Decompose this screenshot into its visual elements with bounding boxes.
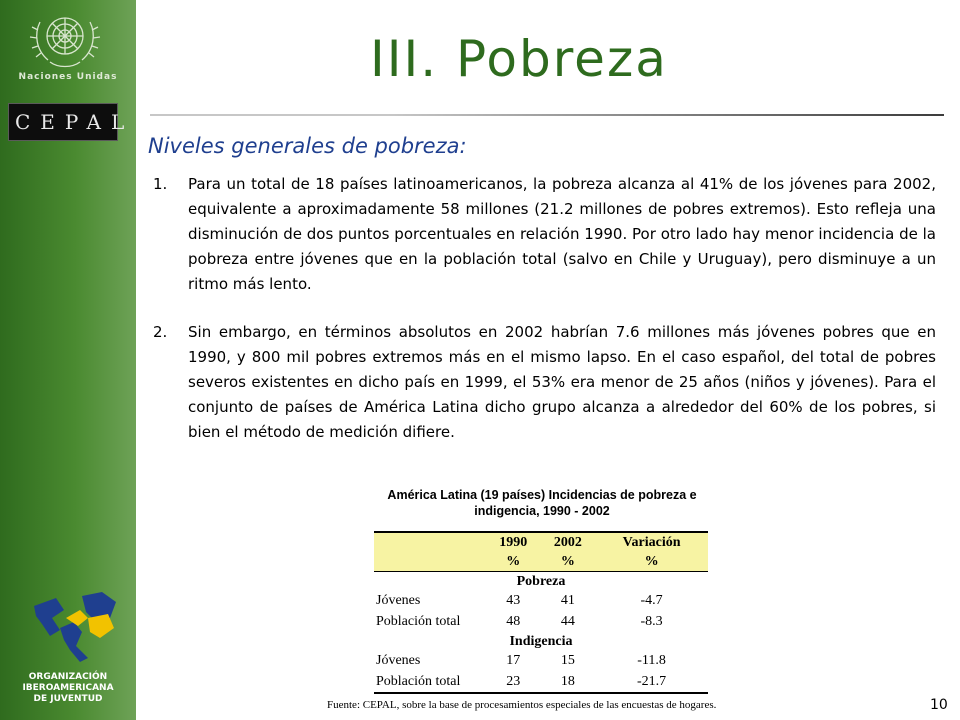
row-label: Población total [376,613,461,629]
table-source-note: Fuente: CEPAL, sobre la base de procesamientos especiales de las encuestas de hogares. [327,699,717,711]
list-item [153,320,936,445]
row-label: Jóvenes [376,653,421,668]
cepal-logo: CEPAL [8,103,118,141]
page-number: 10 [930,697,948,713]
un-emblem-icon [26,4,104,72]
slide-subtitle: Niveles generales de pobreza: [148,134,467,158]
table-header-empty [374,532,486,552]
cell-2002: 15 [560,653,575,668]
list-item-number: 1. [153,175,168,193]
table-header-empty [374,552,486,572]
cell-2002: 44 [560,613,575,629]
cell-variacion: -11.8 [637,653,666,668]
numbered-list [153,172,936,468]
un-label: Naciones Unidas [18,72,118,82]
cell-1990: 43 [506,593,521,608]
section-label-indigencia: Indigencia [509,634,573,649]
cell-2002: 18 [541,672,596,694]
table-header-unit: % [595,552,708,572]
table-section-row [374,572,708,592]
list-item [153,172,936,297]
row-label: Población total [374,672,486,694]
cell-1990: 17 [506,653,521,668]
list-item-text: Para un total de 18 países latinoamericanos, la pobreza alcanza al 41% de los jóvenes para 2002, equivalente a aproximadamente 58 millones (21.2 millones de pobres extremos). Esto refleja una disminución de dos puntos porcentuales en relación 1990. Por otro lado hay menor incidencia de la pobreza entre jóvenes que en la población total (salvo en Chile y Uruguay), pero disminuye a un ritmo más lento. [188,175,936,293]
table-header-2002: 2002 [541,532,596,552]
table-row [374,651,708,672]
cell-variacion: -4.7 [640,593,663,608]
table-header-1990: 1990 [486,532,541,552]
cell-1990: 48 [506,613,521,629]
row-label: Jóvenes [376,593,421,608]
table-row [374,672,708,694]
table-row [374,612,708,633]
table-section-row [374,632,708,651]
oij-label-line: DE JUVENTUD [33,694,103,704]
sidebar [0,0,136,720]
list-item-text: Sin embargo, en términos absolutos en 2002 habrían 7.6 millones más jóvenes pobres que en 1990, y 800 mil pobres extremos más en el mismo lapso. En el caso español, del total de pobres severos existentes en dicho país en 1999, el 53% era menor de 25 años (niños y jóvenes). Para el conjunto de países de América Latina dicho grupo alcanza a alrededor del 60% de los pobres, si bien el método de medición difiere. [188,323,936,441]
cell-2002: 41 [560,593,575,608]
table-title: América Latina (19 países) Incidencias de pobreza e indigencia, 1990 - 2002 [387,488,697,518]
poverty-table [374,531,708,694]
slide-title: III. Pobreza [370,30,668,88]
oij-label-line: ORGANIZACIÓN [28,672,108,682]
oij-map-logo-icon [30,588,118,664]
oij-label-line: IBEROAMERICANA [22,683,114,693]
table-header-variacion: Variación [595,532,708,552]
cell-variacion: -21.7 [595,672,708,694]
cell-1990: 23 [486,672,541,694]
section-label-pobreza: Pobreza [516,574,566,589]
table-header-unit: % [486,552,541,572]
oij-label [0,672,136,705]
poverty-table-container [374,531,708,694]
title-divider [150,114,944,116]
table-header-unit: % [541,552,596,572]
cell-variacion: -8.3 [640,613,663,629]
list-item-number: 2. [153,323,168,341]
table-row [374,591,708,612]
